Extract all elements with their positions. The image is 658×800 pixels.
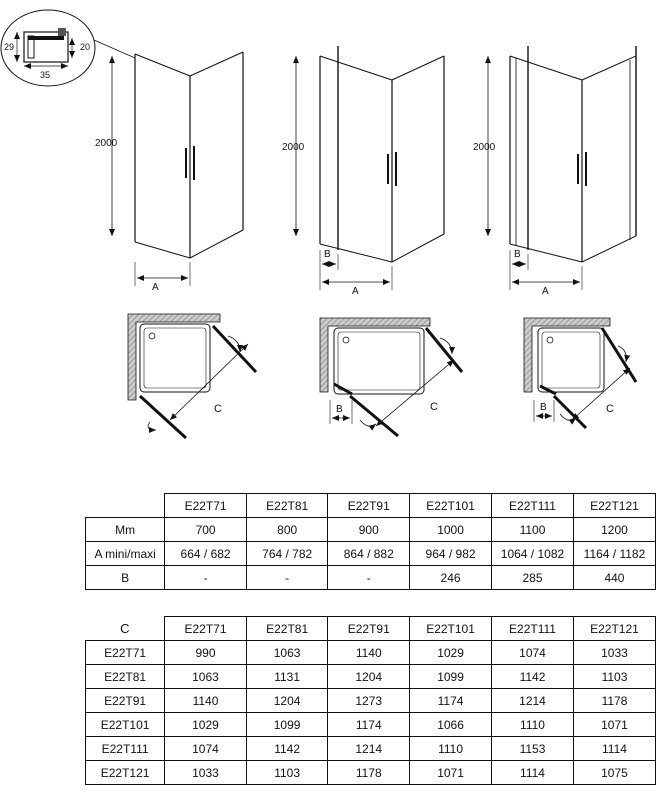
table-cell: 1200 [573,518,655,542]
table-cell: 1204 [246,689,328,713]
table-cell: 1075 [573,761,655,785]
elevation-3-height-label: 2000 [473,142,496,153]
elevation-1-a-label: A [152,282,159,293]
plan-2 [320,318,462,436]
column-header: E22T121 [573,617,655,641]
table-cell: 440 [573,566,655,590]
table-cell: 1174 [410,689,492,713]
column-header: E22T101 [410,617,492,641]
column-header: E22T81 [246,617,328,641]
elevation-3 [473,46,636,297]
table-cell: 700 [165,518,247,542]
table-row [86,641,656,665]
table-cell: 1153 [492,737,574,761]
table-cell: 1099 [246,713,328,737]
plan-1-c-label: C [214,403,222,415]
row-header: E22T121 [86,761,165,785]
corner-label: C [86,617,165,641]
table-cell: 1074 [165,737,247,761]
table-cell: 1214 [328,737,410,761]
column-header: E22T111 [492,617,574,641]
table-cell: 1066 [410,713,492,737]
table-cell: 1273 [328,689,410,713]
table-cell: 1142 [246,737,328,761]
table-cell: 1074 [492,641,574,665]
table-cell: 1140 [165,689,247,713]
dim-29-label: 29 [4,42,15,52]
elevation-2-height-label: 2000 [282,142,305,153]
plan-2-c-label: C [430,401,438,413]
row-header: B [86,566,165,590]
row-header: A mini/maxi [86,542,165,566]
table-cell: 900 [328,518,410,542]
table-cell: 1204 [328,665,410,689]
table-row [86,542,656,566]
column-header: E22T101 [410,494,492,518]
table-cell: 1178 [328,761,410,785]
table-cell: 1064 / 1082 [492,542,574,566]
column-header: E22T111 [492,494,574,518]
table-cell: - [246,566,328,590]
table-cell: 1099 [410,665,492,689]
table-cell: 1142 [492,665,574,689]
row-header: E22T81 [86,665,165,689]
column-header: E22T91 [328,494,410,518]
table-row [86,665,656,689]
c-dimension-table [85,616,656,785]
plan-3-c-label: C [606,403,614,415]
table-cell: 864 / 882 [328,542,410,566]
row-header: E22T101 [86,713,165,737]
plan-3-b-label: B [540,402,547,413]
table-row [86,566,656,590]
table-cell: 1033 [165,761,247,785]
plan-1 [128,314,256,438]
table-cell: 1103 [246,761,328,785]
dim-35-label: 35 [40,70,51,80]
column-header: E22T91 [328,617,410,641]
table-cell: 1000 [410,518,492,542]
table-cell: - [328,566,410,590]
table-cell: 1071 [573,713,655,737]
table-cell: 1178 [573,689,655,713]
table-cell: 1110 [410,737,492,761]
column-header: E22T81 [246,494,328,518]
profile-detail [1,10,135,86]
column-header: E22T121 [573,494,655,518]
table-header-row [86,617,656,641]
elevation-2-a-label: A [352,286,359,297]
column-header: E22T71 [165,494,247,518]
elevation-2 [282,46,444,297]
table-cell: 1164 / 1182 [573,542,655,566]
dim-20-label: 20 [80,42,91,52]
table-cell: 990 [165,641,247,665]
table-cell: 246 [410,566,492,590]
table-cell: 1110 [492,713,574,737]
table-cell: 1103 [573,665,655,689]
table-cell: 1114 [492,761,574,785]
table-cell: 1071 [410,761,492,785]
table-cell: 1063 [246,641,328,665]
elevation-1 [95,52,243,293]
column-header: E22T71 [165,617,247,641]
plan-3 [524,318,636,428]
table-cell: 1140 [328,641,410,665]
table-cell: 1033 [573,641,655,665]
table-row [86,737,656,761]
row-header: E22T91 [86,689,165,713]
table-cell: 1029 [165,713,247,737]
table-cell: 800 [246,518,328,542]
table-cell: 285 [492,566,574,590]
table-cell: 1214 [492,689,574,713]
table-cell: 1063 [165,665,247,689]
table-cell: 1029 [410,641,492,665]
table-row [86,689,656,713]
table-cell: 1100 [492,518,574,542]
row-header: Mm [86,518,165,542]
table-header-row [86,494,656,518]
table-cell: 1131 [246,665,328,689]
table-cell: 1114 [573,737,655,761]
elevation-2-b-label: B [324,249,331,260]
table-cell: 664 / 682 [165,542,247,566]
table-cell: - [165,566,247,590]
table-cell: 964 / 982 [410,542,492,566]
dimensions-table [85,493,656,590]
elevation-3-b-label: B [514,249,521,260]
table-cell: 764 / 782 [246,542,328,566]
row-header: E22T111 [86,737,165,761]
table-row [86,518,656,542]
table-row [86,761,656,785]
elevation-3-a-label: A [542,286,549,297]
plan-2-b-label: B [336,404,343,415]
table-cell: 1174 [328,713,410,737]
table-row [86,713,656,737]
row-header: E22T71 [86,641,165,665]
elevation-1-height-label: 2000 [95,138,118,149]
